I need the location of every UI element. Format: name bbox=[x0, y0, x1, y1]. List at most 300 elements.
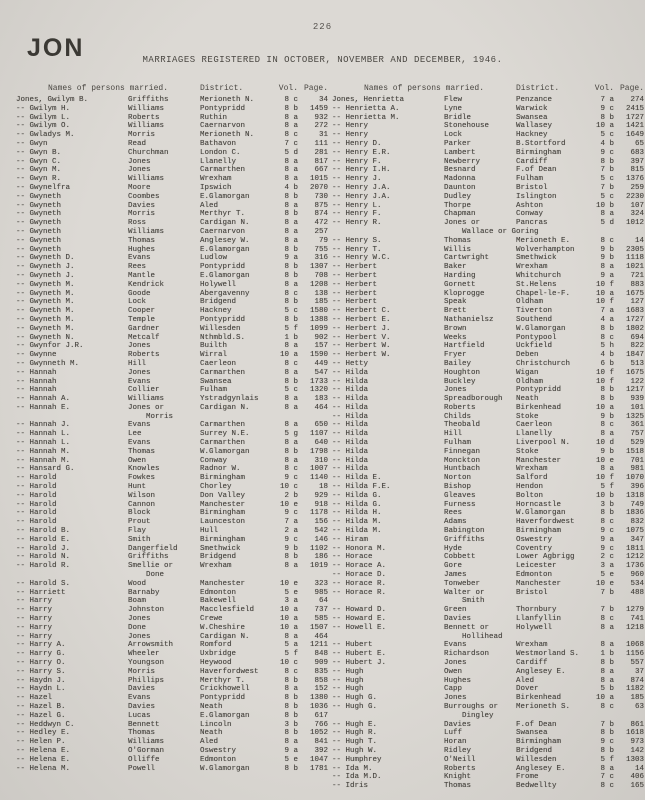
vol-cell: 3 b bbox=[284, 720, 298, 729]
page-cell: 392 bbox=[314, 746, 328, 755]
index-row bbox=[332, 175, 644, 184]
page-cell: 1118 bbox=[625, 254, 644, 263]
index-row bbox=[332, 263, 644, 272]
index-row bbox=[332, 237, 644, 246]
page-cell: 1036 bbox=[309, 702, 328, 711]
spouse-cell: Spreadborough bbox=[444, 395, 503, 404]
vol-cell: 10 b bbox=[595, 491, 614, 500]
vol-cell: 5 a bbox=[284, 641, 298, 650]
district-cell: Bristol bbox=[516, 183, 548, 192]
spouse-cell: Flew bbox=[444, 96, 463, 104]
index-row bbox=[332, 149, 644, 158]
name-cell: -- Henry J.A. bbox=[332, 183, 391, 192]
name-cell: -- Henry R. bbox=[332, 219, 382, 228]
name-cell: -- Howard E. bbox=[332, 615, 387, 624]
page-cell: 1836 bbox=[625, 509, 644, 518]
district-cell: Caernarvon bbox=[200, 122, 246, 131]
vol-cell: 10 a bbox=[279, 615, 298, 624]
district-cell: Manchester bbox=[516, 456, 562, 465]
spouse-cell: Owen bbox=[128, 456, 147, 465]
index-row bbox=[332, 307, 644, 316]
index-row bbox=[332, 492, 644, 501]
index-row bbox=[16, 659, 328, 668]
district-cell: Anglesey E. bbox=[516, 764, 566, 773]
district-cell: Oswestry bbox=[200, 746, 237, 755]
district-cell: Fulham bbox=[200, 386, 228, 395]
spouse-cell: Madonna bbox=[444, 175, 476, 184]
district-cell: Stoke bbox=[516, 447, 539, 456]
name-cell: -- Henry bbox=[332, 131, 369, 140]
vol-cell: 5 d bbox=[600, 219, 614, 228]
index-row bbox=[16, 325, 328, 334]
page-cell: 186 bbox=[314, 553, 328, 562]
district-cell: Aled bbox=[516, 676, 535, 685]
name-cell: -- Gwyn B. bbox=[16, 148, 62, 157]
page-cell: 721 bbox=[630, 271, 644, 280]
name-cell: -- Henrietta A. bbox=[332, 104, 400, 113]
page-cell: 1047 bbox=[309, 755, 328, 764]
index-row bbox=[16, 615, 328, 624]
vol-cell: 10 a bbox=[595, 403, 614, 412]
page-cell: 1052 bbox=[309, 729, 328, 738]
index-row bbox=[332, 641, 644, 650]
name-cell: -- Harold R. bbox=[16, 562, 71, 571]
name-cell: -- Hilda bbox=[332, 412, 369, 421]
vol-cell: 8 c bbox=[600, 702, 614, 711]
index-row bbox=[332, 122, 644, 131]
spouse-cell: Jones bbox=[128, 157, 151, 166]
vol-cell: 8 c bbox=[284, 131, 298, 140]
spouse-cell: Besnard bbox=[444, 166, 476, 175]
name-cell: -- Gwynne bbox=[16, 351, 57, 360]
index-row bbox=[16, 650, 328, 659]
spouse-cell: Griffiths bbox=[444, 535, 485, 544]
index-row bbox=[16, 430, 328, 439]
vol-cell: 10 f bbox=[595, 474, 614, 483]
vol-cell: 10 c bbox=[279, 659, 298, 667]
name-cell: -- Hannah M. bbox=[16, 456, 71, 465]
page-cell: 122 bbox=[630, 377, 644, 386]
vol-cell: 9 b bbox=[600, 254, 614, 263]
page-cell: 1012 bbox=[625, 219, 644, 228]
index-row bbox=[332, 659, 644, 668]
page-cell: 107 bbox=[630, 201, 644, 210]
index-row bbox=[16, 729, 328, 738]
index-row bbox=[332, 509, 644, 518]
spouse-cell: Bailey bbox=[444, 359, 472, 368]
district-cell: Hackney bbox=[516, 131, 548, 140]
spouse-cell: Gleaves bbox=[444, 491, 476, 500]
name-cell: -- Hansard G. bbox=[16, 465, 75, 474]
page-cell: 848 bbox=[314, 650, 328, 659]
district-cell: Oswestry bbox=[516, 535, 553, 544]
page-cell: 858 bbox=[314, 676, 328, 685]
page-cell: 281 bbox=[314, 148, 328, 157]
name-cell: -- Harry bbox=[16, 623, 53, 632]
name-cell: -- Henrietta M. bbox=[332, 113, 400, 122]
district-cell: Islington bbox=[516, 192, 557, 201]
vol-cell: 7 b bbox=[600, 166, 614, 175]
vol-cell: 10 a bbox=[595, 122, 614, 131]
vol-cell: 10 a bbox=[279, 606, 298, 615]
index-row bbox=[332, 96, 644, 105]
spouse-cell-continuation: Hollihead bbox=[462, 632, 503, 641]
vol-cell: 8 a bbox=[284, 227, 298, 236]
name-cell: -- Hilda M. bbox=[332, 518, 382, 527]
name-cell: -- Herbert E. bbox=[332, 315, 391, 324]
name-cell: -- Hilda bbox=[332, 368, 369, 377]
page-cell: 274 bbox=[630, 96, 644, 104]
page-cell: 79 bbox=[318, 236, 328, 245]
page-cell: 547 bbox=[314, 368, 328, 377]
district-cell: Merioneth N. bbox=[200, 131, 255, 140]
name-cell: -- Gwynfor J.R. bbox=[16, 342, 84, 351]
district-cell: Don Valley bbox=[200, 491, 246, 500]
spouse-cell: Monckton bbox=[444, 456, 481, 465]
page-cell: 650 bbox=[314, 421, 328, 430]
name-cell: -- Henry J. bbox=[332, 175, 382, 184]
vol-cell: 8 b bbox=[284, 729, 298, 738]
page-cell: 667 bbox=[314, 166, 328, 175]
page-cell: 1212 bbox=[625, 553, 644, 562]
vol-cell: 5 f bbox=[600, 755, 614, 764]
index-row bbox=[16, 131, 328, 140]
index-column-right bbox=[332, 96, 644, 791]
index-row bbox=[16, 527, 328, 536]
vol-cell: 1 b bbox=[284, 333, 298, 342]
spouse-cell: Adams bbox=[444, 518, 467, 527]
spouse-cell: Smellie or bbox=[128, 562, 174, 571]
index-row bbox=[16, 641, 328, 650]
name-cell: -- Gwyneth bbox=[16, 236, 62, 245]
vol-cell: 8 b bbox=[284, 245, 298, 254]
district-cell: Hull bbox=[200, 527, 219, 536]
spouse-cell: Thomas bbox=[128, 729, 156, 738]
district-cell: Wolverhampton bbox=[516, 245, 575, 254]
vol-cell: 10 e bbox=[279, 579, 298, 588]
spouse-cell: Hughes bbox=[128, 245, 156, 254]
name-cell: -- Herbert bbox=[332, 263, 378, 272]
district-cell: Wrexham bbox=[516, 465, 548, 474]
page-cell: 1156 bbox=[625, 650, 644, 659]
page-cell: 152 bbox=[314, 685, 328, 694]
district-cell: Holywell bbox=[200, 280, 237, 289]
spouse-cell: Bennett or bbox=[444, 623, 490, 632]
vol-cell: 10 a bbox=[595, 694, 614, 703]
page-cell: 683 bbox=[630, 148, 644, 157]
name-cell: -- Hilda bbox=[332, 395, 369, 404]
vol-cell: 8 b bbox=[600, 113, 614, 122]
district-cell: Edmonton bbox=[200, 755, 237, 764]
page-cell: 1802 bbox=[625, 324, 644, 333]
index-row bbox=[16, 501, 328, 510]
page-cell: 127 bbox=[630, 298, 644, 307]
spouse-cell: Capp bbox=[444, 685, 463, 694]
name-cell: -- Hannah bbox=[16, 377, 57, 386]
name-cell: -- Harold N. bbox=[16, 553, 71, 562]
page-cell: 2070 bbox=[309, 183, 328, 192]
name-cell: -- Gwyneth M. bbox=[16, 280, 75, 289]
spouse-cell: Weeks bbox=[444, 333, 467, 342]
name-cell: -- Hiram bbox=[332, 535, 369, 544]
vol-cell: 7 b bbox=[600, 183, 614, 192]
vol-cell: 8 a bbox=[600, 623, 614, 632]
vol-cell: 8 c bbox=[600, 236, 614, 245]
name-cell: -- Gwyneth bbox=[16, 201, 62, 210]
vol-cell: 8 a bbox=[284, 113, 298, 122]
index-row bbox=[332, 395, 644, 404]
spouse-cell: Burroughs or bbox=[444, 702, 499, 711]
page-cell: 617 bbox=[314, 711, 328, 720]
name-cell: -- Harry bbox=[16, 632, 53, 641]
page-cell: 874 bbox=[314, 210, 328, 219]
name-cell: -- Horace R. bbox=[332, 588, 387, 597]
index-row bbox=[16, 756, 328, 765]
name-cell: -- Hilda bbox=[332, 456, 369, 465]
index-row bbox=[332, 184, 644, 193]
district-cell: Whitchurch bbox=[516, 271, 562, 280]
name-cell: -- Helena E. bbox=[16, 746, 71, 755]
name-cell: -- Ida M.D. bbox=[332, 773, 382, 782]
vol-cell: 10 e bbox=[595, 579, 614, 588]
district-cell: Oldham bbox=[516, 377, 544, 386]
district-cell: Frome bbox=[516, 773, 539, 782]
spouse-cell: Hyde bbox=[444, 544, 463, 553]
spouse-cell: Richardson bbox=[444, 650, 490, 659]
page-cell: 63 bbox=[634, 702, 644, 711]
page-cell: 64 bbox=[318, 597, 328, 606]
district-cell: Manchester bbox=[200, 579, 246, 588]
district-cell: Birkenhead bbox=[516, 694, 562, 703]
page-cell: 766 bbox=[314, 720, 328, 729]
vol-cell: 10 a bbox=[279, 623, 298, 632]
spouse-cell: Williams bbox=[128, 738, 165, 747]
vol-cell: 8 a bbox=[600, 465, 614, 474]
vol-cell: 8 a bbox=[284, 456, 298, 465]
page-cell: 1736 bbox=[625, 562, 644, 571]
name-cell: -- Gwynneth M. bbox=[16, 359, 80, 368]
name-cell: -- Gwyneth bbox=[16, 219, 62, 228]
index-row bbox=[332, 483, 644, 492]
vol-cell: 8 b bbox=[284, 298, 298, 307]
page-cell: 101 bbox=[630, 403, 644, 412]
name-cell: -- Henry L. bbox=[332, 201, 382, 210]
page-cell: 65 bbox=[634, 139, 644, 148]
district-cell: Llanfyllin bbox=[516, 615, 562, 624]
spouse-cell: Fowkes bbox=[128, 474, 156, 483]
spouse-cell: Cannon bbox=[128, 500, 156, 509]
district-cell: Merthyr T. bbox=[200, 210, 246, 219]
index-row bbox=[16, 703, 328, 712]
spouse-cell: Bennett bbox=[128, 720, 160, 729]
vol-cell: 8 b bbox=[284, 702, 298, 711]
spouse-cell: Huntbach bbox=[444, 465, 481, 474]
page-cell: 1068 bbox=[625, 641, 644, 650]
spouse-cell: Hill bbox=[444, 430, 463, 439]
spouse-cell-continuation: Wallace or Goring bbox=[462, 227, 539, 236]
vol-cell: 8 a bbox=[284, 395, 298, 404]
spouse-cell-continuation: Done bbox=[146, 571, 165, 580]
district-cell: Llanelly bbox=[516, 430, 553, 439]
spouse-cell: Norton bbox=[444, 474, 472, 483]
page-cell: 2305 bbox=[625, 245, 644, 254]
spouse-cell: Evans bbox=[128, 254, 151, 263]
index-row bbox=[332, 430, 644, 439]
vol-cell: 6 b bbox=[600, 359, 614, 368]
index-row bbox=[332, 369, 644, 378]
vol-cell: 8 b bbox=[284, 694, 298, 703]
spouse-cell: Fulham bbox=[444, 439, 472, 448]
name-cell: -- Hannah M. bbox=[16, 447, 71, 456]
spouse-cell: Wheeler bbox=[128, 650, 160, 659]
index-row bbox=[16, 140, 328, 149]
spouse-cell: Davies bbox=[128, 702, 156, 711]
name-cell: -- Hilda bbox=[332, 386, 369, 395]
district-cell: Caerleon bbox=[200, 359, 237, 368]
page-cell: 1675 bbox=[625, 289, 644, 298]
index-row bbox=[332, 105, 644, 114]
index-row bbox=[332, 290, 644, 299]
vol-cell: 5 c bbox=[600, 192, 614, 201]
spouse-cell: Evans bbox=[128, 377, 151, 386]
vol-cell: 8 b bbox=[284, 210, 298, 219]
vol-cell: 8 a bbox=[284, 632, 298, 641]
page-cell: 835 bbox=[314, 667, 328, 676]
name-cell: -- Helena E. bbox=[16, 755, 71, 764]
header-district: District. bbox=[200, 84, 244, 93]
index-row bbox=[332, 536, 644, 545]
index-row bbox=[16, 580, 328, 589]
vol-cell: 8 b bbox=[284, 553, 298, 562]
index-row bbox=[16, 597, 328, 606]
name-cell: -- Gwyneth bbox=[16, 227, 62, 236]
name-cell: -- Henry W.C. bbox=[332, 254, 391, 263]
page-cell: 1019 bbox=[309, 562, 328, 571]
page-cell: 1811 bbox=[625, 544, 644, 553]
page-cell: 257 bbox=[314, 227, 328, 236]
spouse-cell: Hunt bbox=[128, 483, 147, 492]
section-label: JON bbox=[27, 34, 85, 62]
index-row bbox=[16, 474, 328, 483]
vol-cell: 5 f bbox=[284, 650, 298, 659]
index-row bbox=[16, 122, 328, 131]
district-cell: Cardiff bbox=[516, 659, 548, 667]
spouse-cell: Gardner bbox=[128, 324, 160, 333]
district-cell: Birmingham bbox=[516, 148, 562, 157]
vol-cell: 10 a bbox=[595, 289, 614, 298]
index-row bbox=[16, 369, 328, 378]
page-cell: 146 bbox=[314, 535, 328, 544]
vol-cell: 5 e bbox=[284, 588, 298, 597]
vol-cell: 8 b bbox=[600, 324, 614, 333]
spouse-cell: Babington bbox=[444, 527, 485, 536]
name-cell: -- Humphrey bbox=[332, 755, 382, 764]
page-cell: 730 bbox=[314, 192, 328, 201]
name-cell: -- Herbert bbox=[332, 289, 378, 298]
spouse-cell: Knight bbox=[444, 773, 472, 782]
index-row bbox=[332, 325, 644, 334]
name-cell: -- Gwilym H. bbox=[16, 104, 71, 113]
district-cell: Cardiff bbox=[516, 157, 548, 166]
name-cell: -- Hugh G. bbox=[332, 702, 378, 711]
name-cell: -- Haydn L. bbox=[16, 685, 66, 694]
district-cell: Crickhowell bbox=[200, 685, 250, 694]
index-row bbox=[16, 465, 328, 474]
index-row bbox=[332, 448, 644, 457]
name-cell: -- Henry D. bbox=[332, 139, 382, 148]
spouse-cell: Nathanielsz bbox=[444, 315, 494, 324]
page-cell: 1099 bbox=[309, 324, 328, 333]
vol-cell: 4 b bbox=[600, 351, 614, 360]
name-cell: -- Horace D. bbox=[332, 571, 387, 580]
name-cell: -- Hubert J. bbox=[332, 659, 387, 667]
district-cell: Bedwellty bbox=[516, 782, 557, 791]
name-cell: -- Horace A. bbox=[332, 562, 387, 571]
spouse-cell: Hill bbox=[128, 359, 147, 368]
spouse-cell: Furness bbox=[444, 500, 476, 509]
page-cell: 1021 bbox=[625, 263, 644, 272]
district-cell: Carmarthen bbox=[200, 368, 246, 377]
district-cell: Swansea bbox=[516, 729, 548, 738]
name-cell: -- Harry A. bbox=[16, 641, 66, 650]
index-row bbox=[332, 334, 644, 343]
name-cell: -- Gwyneth bbox=[16, 210, 62, 219]
page-cell: 841 bbox=[314, 738, 328, 747]
page-cell: 1683 bbox=[625, 307, 644, 316]
district-cell: Hendon bbox=[516, 483, 544, 492]
page-cell: 822 bbox=[630, 342, 644, 351]
name-cell: -- Hilda F.E. bbox=[332, 483, 391, 492]
name-cell: -- Herbert bbox=[332, 298, 378, 307]
vol-cell: 5 c bbox=[600, 131, 614, 140]
index-row bbox=[332, 580, 644, 589]
spouse-cell: Thomas bbox=[128, 447, 156, 456]
spouse-cell-continuation: Smith bbox=[462, 597, 485, 606]
name-cell: -- Henry I.H. bbox=[332, 166, 391, 175]
vol-cell: 10 b bbox=[595, 201, 614, 210]
spouse-cell: Jones bbox=[444, 386, 467, 395]
name-cell: -- Hilda G. bbox=[332, 500, 382, 509]
page-cell: 185 bbox=[314, 298, 328, 307]
page-cell: 310 bbox=[314, 456, 328, 465]
vol-cell: 5 f bbox=[284, 324, 298, 333]
spouse-cell: Collier bbox=[128, 386, 160, 395]
index-row bbox=[332, 413, 644, 422]
name-cell: -- Gwyneth M. bbox=[16, 298, 75, 307]
district-cell: Bathavon bbox=[200, 139, 237, 148]
name-cell: -- Hilda bbox=[332, 465, 369, 474]
page-cell: 694 bbox=[630, 333, 644, 342]
index-row bbox=[332, 685, 644, 694]
name-cell: -- Gwyneth M. bbox=[16, 315, 75, 324]
index-row bbox=[16, 342, 328, 351]
vol-cell: 8 a bbox=[284, 280, 298, 289]
index-row bbox=[332, 782, 644, 791]
district-cell: Wrexham bbox=[200, 175, 232, 184]
vol-cell: 10 a bbox=[279, 351, 298, 360]
index-row bbox=[332, 527, 644, 536]
vol-cell: 8 b bbox=[284, 104, 298, 113]
index-row bbox=[16, 395, 328, 404]
page-cell: 1303 bbox=[625, 755, 644, 764]
name-cell: -- Hilda bbox=[332, 447, 369, 456]
district-cell: W.Glamorgan bbox=[516, 509, 566, 518]
page-cell: 1279 bbox=[625, 606, 644, 615]
district-cell: Surrey N.E. bbox=[200, 430, 250, 439]
name-cell: -- Gwyneth bbox=[16, 192, 62, 201]
vol-cell: 3 a bbox=[600, 562, 614, 571]
page-cell: 488 bbox=[630, 588, 644, 597]
